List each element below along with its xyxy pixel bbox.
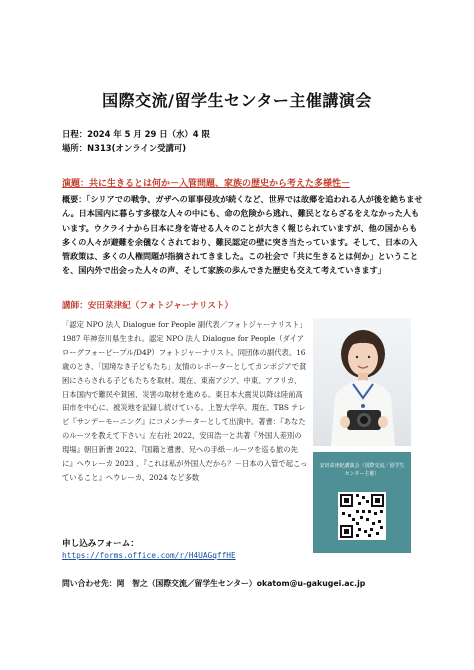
lecture-title <box>62 176 422 189</box>
apply-form-link[interactable]: https://forms.office.com/r/H4UAGqffHE <box>62 551 236 560</box>
lecturer-photo <box>313 318 411 446</box>
page-title: 国際交流/留学生センター主催講演会 <box>102 91 372 110</box>
card-caption: 安田菜津紀講演会（国際交流／留学生センター主催） <box>319 463 405 477</box>
lecturer-bio: 「認定 NPO 法人 Dialogue for People 副代表／フォトジャーナリスト」1987 年神奈川県生まれ。認定 NPO 法人 Dialogue for People（ダイアローグフォーピープル/D4P）フォトジャーナリスト。同団体の副代表。16 歳のとき、「国境なき子どもたち」友情のレポーターとしてカンボジアで貧困にさらされる子どもたちを取材。現在、東南アジア、中東、アフリカ、日本国内で難民や貧困、災害の取材を進める。東日本大震災以降は陸前高田市を中心に、被災地を記録し続けている。上智大学卒。現在、TBS テレビ『サンデーモーニング』にコメンテーターとして出演中。著書：『あなたのルーツを教えて下さい』左右社 2022、安田浩一と共著『外国人差別の現場』朝日新書 2022、『国籍と遺書、兄への手紙－ルーツを巡る旅の先に』ヘウレーカ 2023 、『これは私が外国人だから？－日本の入管で起こっていること』ヘウレーカ、2024 など多数 <box>62 320 308 482</box>
lecturer-name: 講師：安田菜津紀（フォトジャーナリスト） <box>62 301 234 311</box>
schedule-place: 場所：N313(オンライン受講可) <box>62 143 187 153</box>
contact-info: 問い合わせ先：岡 智之（国際交流／留学生センター）okatom@u-gakugei.ac.jp <box>62 579 366 588</box>
qr-code[interactable] <box>338 492 386 540</box>
lecture-title-text: 共に生きるとは何か－入管問題、家族の歴史から考えた多様性－ <box>89 179 351 189</box>
lecture-label: 演題： <box>62 179 90 189</box>
apply-form-label: 申し込みフォーム： <box>62 539 139 549</box>
event-card <box>313 452 411 553</box>
schedule-date: 日程：2024 年 5 月 29 日（水）4 限 <box>62 129 210 139</box>
summary-text: 概要：「シリアでの戦争、ガザへの軍事侵攻が続くなど、世界では故郷を追われる人が後を絶ちません。日本国内に暮らす多様な人々の中にも、命の危険から逃れ、難民とならざるをえなかった人もいます。ウクライナから日本に身を寄せる人々のことが大きく報じられていますが、他の国からも多くの人々が避難を余儀なくされており、難民認定の壁に突き当たっています。そして、日本の入管政策は、多くの人権問題が指摘されてきました。この社会で「共に生きるとは何か」ということを、国内外で出会った人々の声、そして家族の歩んできた歴史も交えて考えていきます」 <box>62 194 423 276</box>
